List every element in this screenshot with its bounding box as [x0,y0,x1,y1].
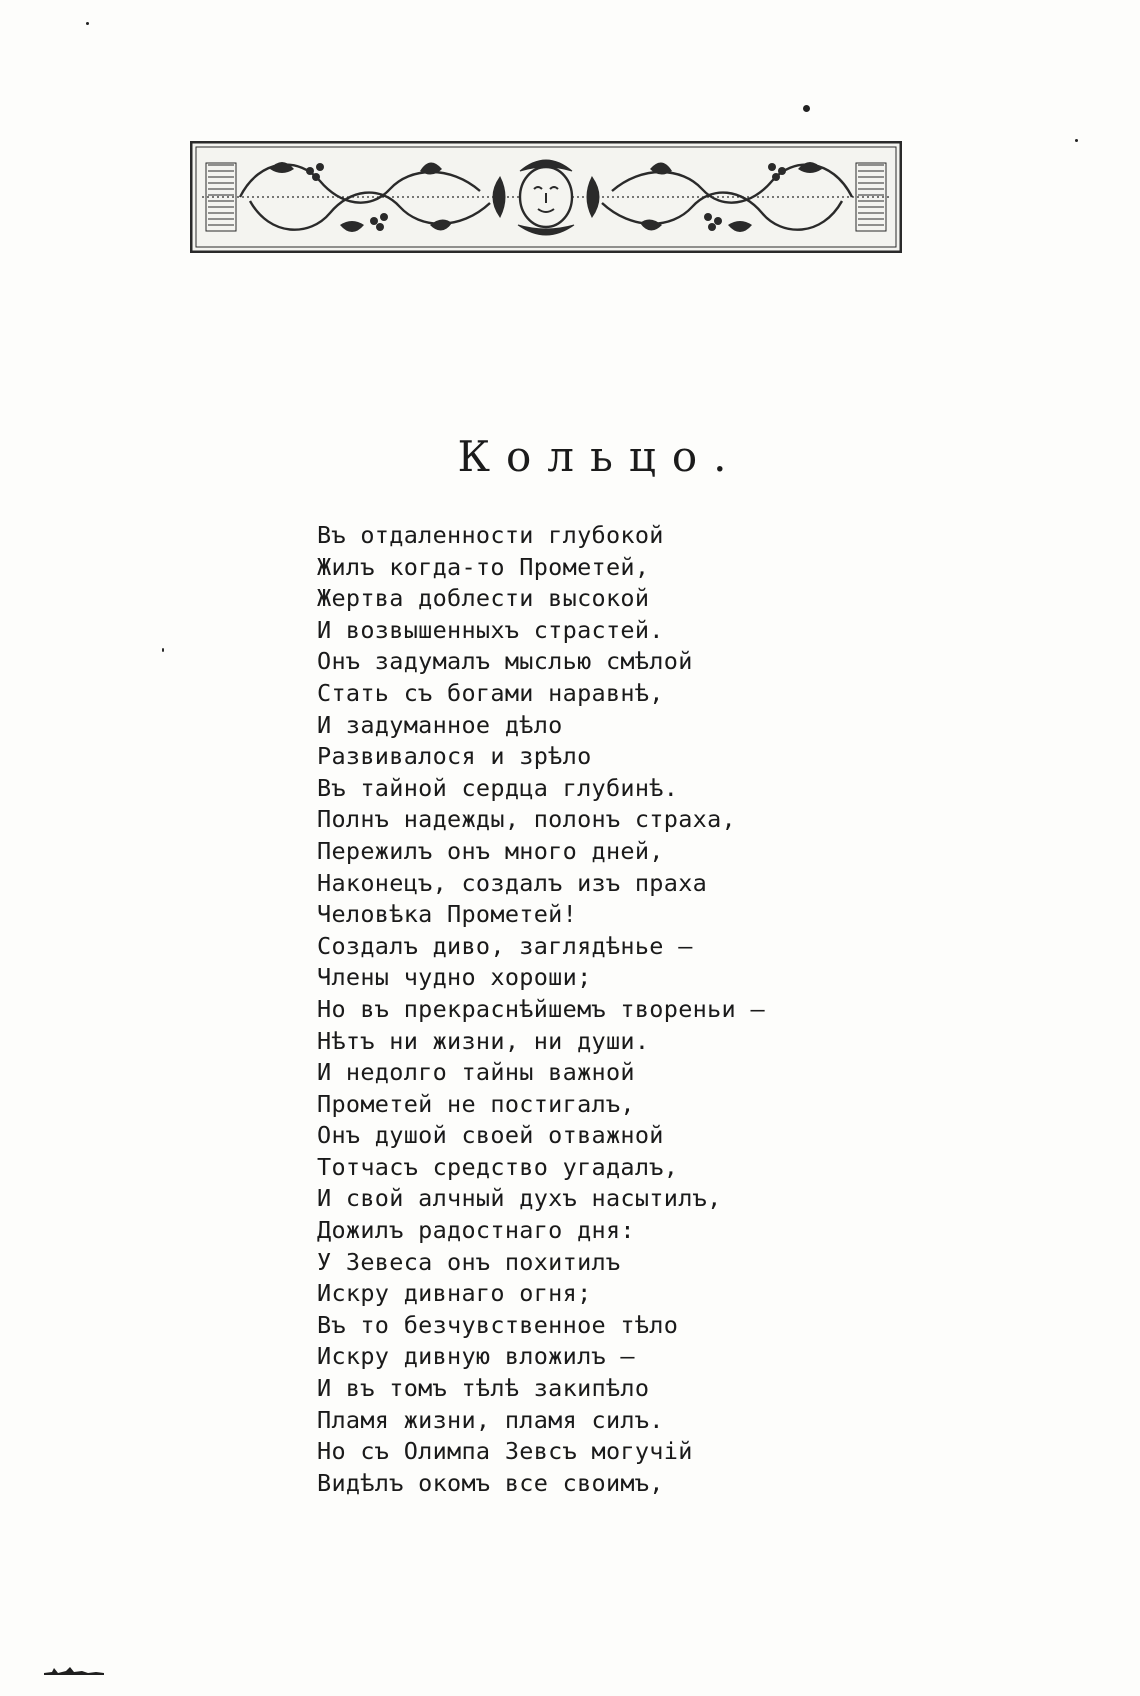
poem-line: Искру дивнаго огня; [317,1279,592,1308]
poem-line: И возвышенныхъ страстей. [317,615,664,644]
poem-line: И свой алчный духъ насытилъ, [317,1184,722,1213]
corner-ink-blot [44,1665,106,1675]
poem-line: Пережилъ онъ много дней, [317,836,664,865]
ink-speck [86,22,89,25]
poem-line: Полнъ надежды, полонъ страха, [317,805,736,834]
poem-line: Пламя жизни, пламя силъ. [317,1405,664,1434]
poem-line: Человѣка Прометей! [317,900,578,929]
headpiece-ornament [190,141,902,253]
poem-line: Члены чудно хороши; [317,963,592,992]
poem-line: Онъ душой своей отважной [317,1121,664,1150]
poem-line: И задуманное дѣло [317,710,563,739]
poem-line: Жилъ когда-то Прометей, [317,552,650,581]
poem-line: И недолго тайны важной [317,1058,635,1087]
poem-line: Тотчасъ средство угадалъ, [317,1152,679,1181]
poem-line: Въ то безчувственное тѣло [317,1310,679,1339]
poem-line: Въ тайной сердца глубинѣ. [317,773,679,802]
poem-line: Прометей не постигалъ, [317,1089,635,1118]
poem-line: Наконецъ, создалъ изъ праха [317,868,708,897]
poem-line: Онъ задумалъ мыслью смѣлой [317,647,693,676]
ink-speck [803,105,810,112]
poem-line: Искру дивную вложилъ — [317,1342,635,1371]
poem-line: Нѣтъ ни жизни, ни души. [317,1026,650,1055]
poem-line: Въ отдаленности глубокой [317,521,664,549]
poem-body [317,520,765,1499]
poem-line: Создалъ диво, заглядѣнье — [317,931,693,960]
ink-speck [1075,139,1078,142]
poem-title: Кольцо. [457,432,743,481]
poem-line: Стать съ богами наравнѣ, [317,678,664,707]
poem-line: Видѣлъ окомъ все своимъ, [317,1468,664,1497]
poem-line: Развивалося и зрѣло [317,742,592,771]
ink-speck [162,648,164,652]
poem-line: Но съ Олимпа Зевсъ могучій [317,1437,693,1466]
poem-line: У Зевеса онъ похитилъ [317,1247,621,1276]
poem-line: Жертва доблести высокой [317,584,650,613]
poem-line: И въ томъ тѣлѣ закипѣло [317,1374,650,1403]
poem-line: Но въ прекраснѣйшемъ твореньи — [317,994,765,1023]
poem-line: Дожилъ радостнаго дня: [317,1216,635,1245]
